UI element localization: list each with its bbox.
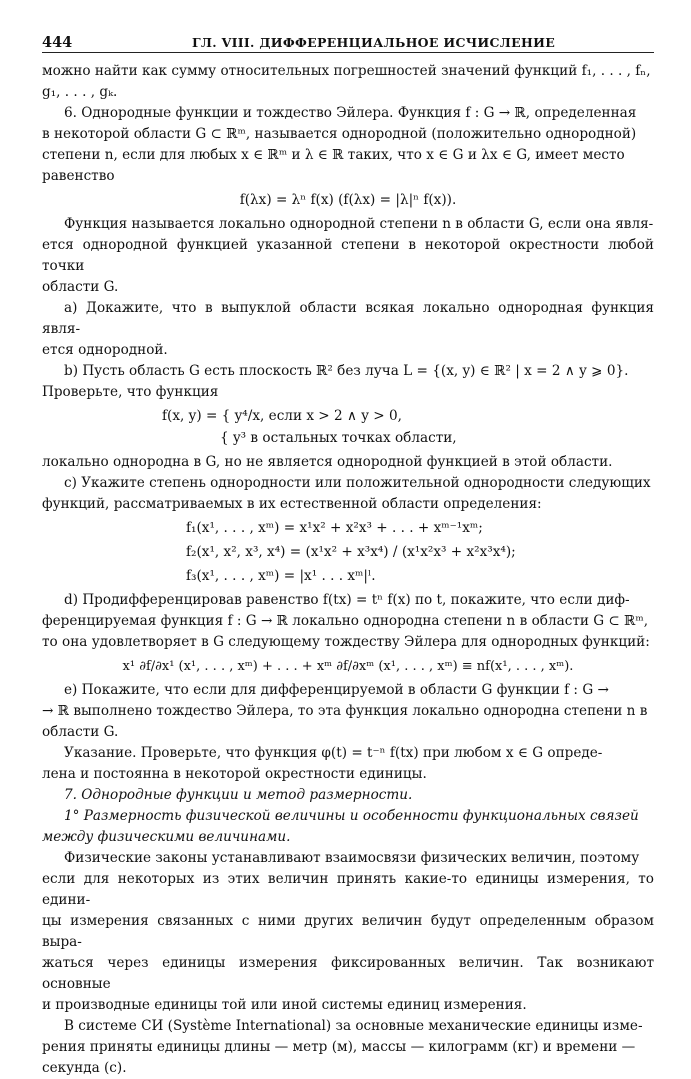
text-line: Физические законы устанавливают взаимосвязи физических величин, поэтому xyxy=(64,850,640,866)
text-line: Функция называется локально однородной степени n в области G, если она явля- xyxy=(64,216,654,232)
text-line: g₁, . . . , gₖ. xyxy=(42,84,118,100)
equation-homogeneous: f(λx) = λⁿ f(x) (f(λx) = |λ|ⁿ f(x)). xyxy=(239,192,457,208)
exercise-e: e) Покажите, что если для дифференцируемой в области G функции f : G → xyxy=(64,682,609,698)
text-line: функций, рассматриваемых в их естественной области определения: xyxy=(42,496,542,512)
book-page xyxy=(42,30,654,1079)
text-line: цы измерения связанных с ними других величин будут определенным образом выра- xyxy=(42,913,654,950)
equation-f2: f₂(x¹, x², x³, x⁴) = (x¹x² + x³x⁴) / (x¹x²x³ + x²x³x⁴); xyxy=(186,544,516,560)
page-body xyxy=(42,61,654,1079)
text-line: Проверьте, что функция xyxy=(42,384,219,400)
equation-f3: f₃(x¹, . . . , xᵐ) = |x¹ . . . xᵐ|ˡ. xyxy=(186,568,376,584)
text-line: области G. xyxy=(42,279,119,295)
text-line: степени n, если для любых x ∈ ℝᵐ и λ ∈ ℝ таких, что x ∈ G и λx ∈ G, имеет место xyxy=(42,147,625,163)
text-line: ференцируемая функция f : G → ℝ локально однородна степени n в области G ⊂ ℝᵐ, xyxy=(42,613,649,629)
page-number: 444 xyxy=(42,34,73,51)
exercise-d: d) Продифференцировав равенство f(tx) = tⁿ f(x) по t, покажите, что если диф- xyxy=(64,592,630,608)
exercise-a: a) Докажите, что в выпуклой области всякая локально однородная функция явля- xyxy=(42,300,654,337)
text-line: в некоторой области G ⊂ ℝᵐ, называется однородной (положительно однородной) xyxy=(42,126,637,142)
text-line: лена и постоянна в некоторой окрестности единицы. xyxy=(42,766,427,782)
text-line: → ℝ выполнено тождество Эйлера, то эта функция локально однородна степени n в xyxy=(42,703,648,719)
text-line: В системе СИ (Système International) за основные механические единицы изме- xyxy=(64,1018,643,1034)
section-7-heading: 7. Однородные функции и метод размерности. xyxy=(64,787,413,803)
section-6-heading-line: 6. Однородные функции и тождество Эйлера. Функция f : G → ℝ, определенная xyxy=(64,105,637,121)
subsection-heading-cont: между физическими величинами. xyxy=(42,829,291,845)
equation-f1: f₁(x¹, . . . , xᵐ) = x¹x² + x²x³ + . . . + xᵐ⁻¹xᵐ; xyxy=(186,520,483,536)
text-line: и производные единицы той или иной системы единиц измерения. xyxy=(42,997,527,1013)
subsection-heading: 1° Размерность физической величины и особенности функциональных связей xyxy=(64,808,639,824)
equation-piecewise-2: { y³ в остальных точках области, xyxy=(220,430,457,446)
page-header xyxy=(42,30,654,53)
text-line: можно найти как сумму относительных погрешностей значений функций f₁, . . . , fₙ, xyxy=(42,63,651,79)
text-line: ется однородной функцией указанной степени в некоторой окрестности любой точки xyxy=(42,237,654,274)
text-line: локально однородна в G, но не является однородной функцией в этой области. xyxy=(42,454,613,470)
equation-euler-identity: x¹ ∂f/∂x¹ (x¹, . . . , xᵐ) + . . . + xᵐ ∂f/∂xᵐ (x¹, . . . , xᵐ) ≡ nf(x¹, . . . , xᵐ). xyxy=(122,659,574,674)
text-line: то она удовлетворяет в G следующему тождеству Эйлера для однородных функций: xyxy=(42,634,650,650)
equation-piecewise-1: f(x, y) = { y⁴/x, если x > 2 ∧ y > 0, xyxy=(162,408,402,424)
text-line: секунда (с). xyxy=(42,1060,127,1076)
text-line: если для некоторых из этих величин принять какие-то единицы измерения, то едини- xyxy=(42,871,654,908)
running-head: ГЛ. VIII. ДИФФЕРЕНЦИАЛЬНОЕ ИСЧИСЛЕНИЕ xyxy=(192,35,556,50)
hint: Указание. Проверьте, что функция φ(t) = t⁻ⁿ f(tx) при любом x ∈ G опреде- xyxy=(64,745,603,761)
exercise-c: c) Укажите степень однородности или положительной однородности следующих xyxy=(64,475,651,491)
text-line: равенство xyxy=(42,168,115,184)
text-line: области G. xyxy=(42,724,119,740)
text-line: ется однородной. xyxy=(42,342,168,358)
exercise-b: b) Пусть область G есть плоскость ℝ² без луча L = {(x, y) ∈ ℝ² | x = 2 ∧ y ⩾ 0}. xyxy=(64,363,629,379)
text-line: жаться через единицы измерения фиксированных величин. Так возникают основные xyxy=(42,955,654,992)
text-line: рения приняты единицы длины — метр (м), массы — килограмм (кг) и времени — xyxy=(42,1039,636,1055)
